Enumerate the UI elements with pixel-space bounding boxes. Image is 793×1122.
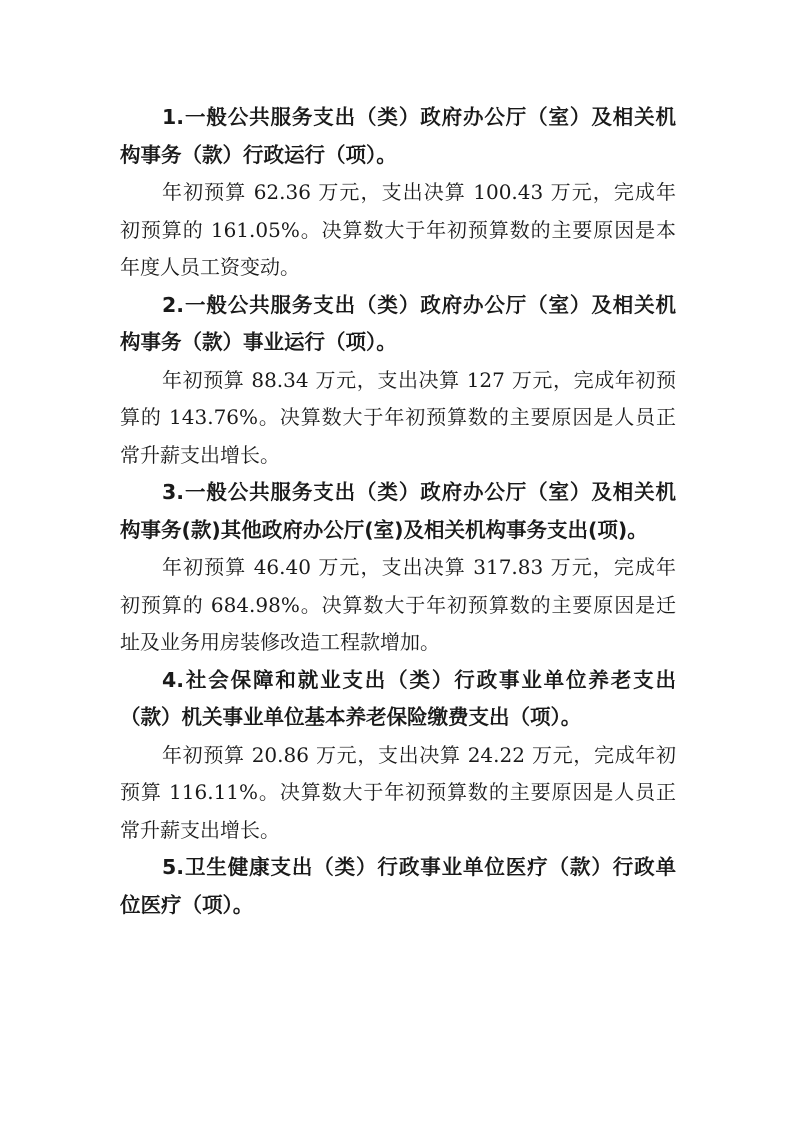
section-heading-line: （款）机关事业单位基本养老保险缴费支出（项）。: [120, 705, 582, 729]
section-heading-line: 4.社会保障和就业支出（类）行政事业单位养老支出: [162, 667, 676, 692]
section-heading-line: 5.卫生健康支出（类）行政事业单位医疗（款）行政单: [162, 855, 676, 879]
document-body: [120, 99, 676, 924]
budget-item-section: [120, 287, 676, 475]
budget-item-section: [120, 99, 676, 287]
section-heading-line: 位医疗（项）。: [120, 892, 254, 917]
section-body-line: 算的 143.76%。决算数大于年初预算数的主要原因是人员正: [120, 405, 676, 429]
section-heading-line: 3.一般公共服务支出（类）政府办公厅（室）及相关机: [162, 480, 676, 504]
section-heading-line: 1.一般公共服务支出（类）政府办公厅（室）及相关机: [162, 105, 676, 129]
section-body-line: 常升薪支出增长。: [120, 817, 280, 842]
section-heading-line: 构事务（款）事业运行（项）。: [120, 330, 397, 354]
budget-item-section: [120, 849, 676, 924]
section-body-line: 初预算的 161.05%。决算数大于年初预算数的主要原因是本: [120, 217, 676, 242]
budget-item-section: [120, 662, 676, 850]
section-body-line: 年初预算 62.36 万元，支出决算 100.43 万元，完成年: [162, 180, 676, 204]
section-heading-line: 构事务(款)其他政府办公厅(室)及相关机构事务支出(项)。: [120, 517, 648, 542]
section-heading-line: 2.一般公共服务支出（类）政府办公厅（室）及相关机: [162, 292, 676, 317]
section-body-line: 址及业务用房装修改造工程款增加。: [120, 630, 440, 654]
section-body-line: 年初预算 20.86 万元，支出决算 24.22 万元，完成年初: [162, 742, 676, 767]
section-body-line: 预算 116.11%。决算数大于年初预算数的主要原因是人员正: [120, 780, 676, 804]
section-body-line: 常升薪支出增长。: [120, 442, 280, 467]
section-body-line: 初预算的 684.98%。决算数大于年初预算数的主要原因是迁: [120, 592, 676, 617]
section-body-line: 年初预算 46.40 万元，支出决算 317.83 万元，完成年: [162, 555, 676, 579]
section-body-line: 年初预算 88.34 万元，支出决算 127 万元，完成年初预: [162, 367, 676, 392]
budget-item-section: [120, 474, 676, 662]
section-body-line: 年度人员工资变动。: [120, 255, 300, 279]
section-heading-line: 构事务（款）行政运行（项）。: [120, 142, 397, 167]
